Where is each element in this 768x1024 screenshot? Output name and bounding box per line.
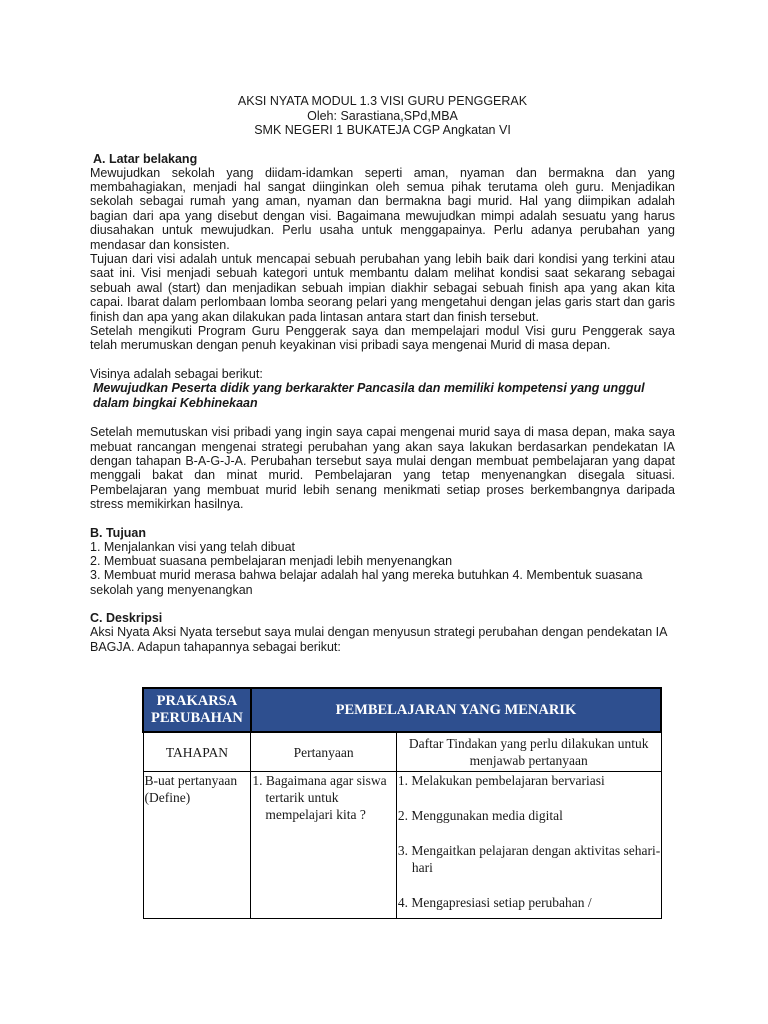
goal-item: 3. Membuat murid merasa bahwa belajar adalah hal yang mereka butuhkan 4. Membentuk suasana sekolah yang menyenangkan xyxy=(90,568,643,597)
document-page xyxy=(90,94,675,654)
author-line: Oleh: Sarastiana,SPd,MBA xyxy=(307,108,458,123)
section-a-paragraph-4: Setelah memutuskan visi pribadi yang ingin saya capai mengenai murid saya di masa depan, maka saya mebuat rancangan mengenai strategi perubahan yang akan saya lakukan berdasarkan pendekatan IA dengan tahapan B-A-G-J-A. Perubahan tersebut saya mulai dengan membuat pembelajaran yang dapat menggali bakat dan minat murid. Pembelajaran yang tetap menyenangkan disegala situasi. Pembelajaran yang membuat murid lebih senang menikmati setiap proses berkembangnya daripada stress memikirkan hasilnya. xyxy=(90,425,675,512)
table-header-pembelajaran: PEMBELAJARAN YANG MENARIK xyxy=(251,688,661,732)
document-header xyxy=(90,94,675,138)
action-item: 1. Melakukan pembelajaran bervariasi xyxy=(397,773,605,788)
section-a-paragraph-2: Tujuan dari visi adalah untuk mencapai sebuah perubahan yang lebih baik dari kondisi yang terkini atau saat ini. Visi menjadi sebuah kategori untuk membantu dalam melihat kondisi saat sekarang sebagai sebuah awal (start) dan menjadikan sebuah impian diakhir sebagai sebuah finish apa yang akan kita capai. Ibarat dalam perlombaan lomba seorang pelari yang mengetahui dengan jelas garis start dan garis finish dan apa yang akan dilakukan pada lintasan antara start dan finish tersebut. xyxy=(90,251,675,324)
action-item: 4. Mengapresiasi setiap perubahan / xyxy=(397,895,592,910)
section-a-heading: A. Latar belakang xyxy=(93,151,198,166)
column-header-tindakan: Daftar Tindakan yang perlu dilakukan untuk menjawab pertanyaan xyxy=(396,732,661,772)
section-a-paragraph-1: Mewujudkan sekolah yang diidam-idamkan seperti aman, nyaman dan bermakna dan yang membahagiakan, menjadi hal sangat diinginkan oleh semua pihak terutama oleh guru. Menjadikan sekolah sebagai rumah yang aman, nyaman dan bermakna bagi murid. Hal yang diimpikan adalah bagian dari apa yang disebut dengan visi. Bagaimana mewujudkan mimpi adalah sesuatu yang harus diusahakan untuk mewujudkan. Perlu usaha untuk menggapainya. Perlu adanya perubahan yang mendasar dan konsisten. xyxy=(90,165,675,252)
action-item: 2. Menggunakan media digital xyxy=(397,808,563,823)
section-c-heading: C. Deskripsi xyxy=(90,611,163,626)
goal-item: 2. Membuat suasana pembelajaran menjadi lebih menyenangkan xyxy=(90,554,453,569)
table-header-prakarsa: PRAKARSA PERUBAHAN xyxy=(143,688,251,732)
actions-cell xyxy=(396,772,661,919)
question-cell xyxy=(251,772,396,919)
column-header-tahapan: TAHAPAN xyxy=(143,732,251,772)
goal-item: 1. Menjalankan visi yang telah dibuat xyxy=(90,539,295,554)
column-header-pertanyaan: Pertanyaan xyxy=(251,732,396,772)
section-a-paragraph-3: Setelah mengikuti Program Guru Penggerak saya dan mempelajari modul Visi guru Penggerak saya telah merumuskan dengan penuh keyakinan visi pribadi saya mengenai Murid di masa depan. xyxy=(90,323,675,353)
school-line: SMK NEGERI 1 BUKATEJA CGP Angkatan VI xyxy=(254,123,511,137)
bagja-table xyxy=(142,687,662,919)
question-item: 1. Bagaimana agar siswa tertarik untuk mempelajari kita ? xyxy=(252,773,387,822)
document-title: AKSI NYATA MODUL 1.3 VISI GURU PENGGERAK xyxy=(237,94,528,108)
stage-cell: B-uat pertanyaan (Define) xyxy=(143,772,251,919)
vision-intro: Visinya adalah sebagai berikut: xyxy=(90,366,263,381)
action-item: 3. Mengaitkan pelajaran dengan aktivitas sehari-hari xyxy=(397,843,661,875)
section-b-heading: B. Tujuan xyxy=(90,525,147,540)
section-c-paragraph: Aksi Nyata Aksi Nyata tersebut saya mulai dengan menyusun strategi perubahan dengan pendekatan IA BAGJA. Adapun tahapannya sebagai berikut: xyxy=(90,625,667,654)
vision-statement: Mewujudkan Peserta didik yang berkarakter Pancasila dan memiliki kompetensi yang unggul dalam bingkai Kebhinekaan xyxy=(93,381,645,411)
